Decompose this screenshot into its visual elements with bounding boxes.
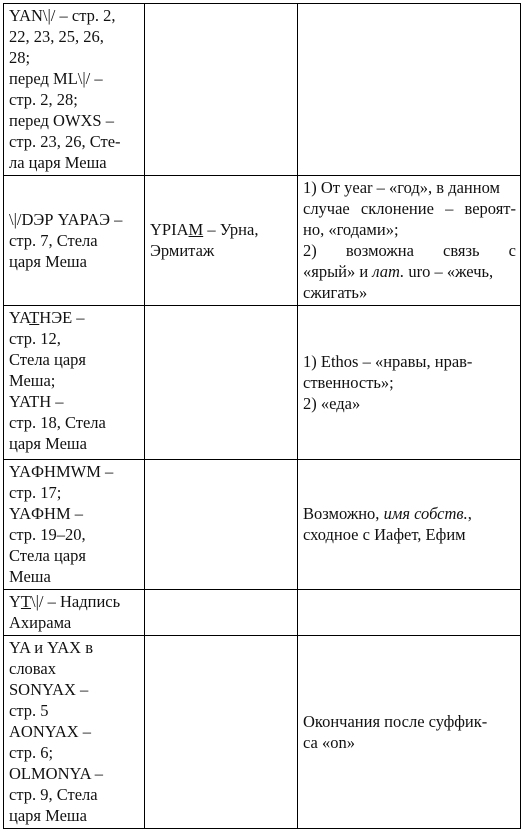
table-row (4, 176, 521, 306)
meaning-cell: Возможно, имя собств., сходное с Иафет, Ефим (298, 460, 521, 590)
table-row (4, 306, 521, 460)
source-cell: YPIAM – Урна, Эрмитаж (145, 176, 298, 306)
meaning-cell (298, 590, 521, 636)
meaning-cell (298, 4, 521, 176)
meaning-cell: 1) От year – «год», в данном случае склонение – вероят- но, «годами»; 2) возможна связь с «ярый» и лат. uro – «жечь, сжигать» (298, 176, 521, 306)
table-row (4, 636, 521, 829)
term-cell: YT\|/ – Надпись Ахирама (4, 590, 145, 636)
table-row (4, 590, 521, 636)
source-cell (145, 4, 298, 176)
term-cell: YAN\|/ – стр. 2, 22, 23, 25, 26, 28; перед ML\|/ – стр. 2, 28; перед OWXS – стр. 23, 26, Сте- ла царя Меша (4, 4, 145, 176)
term-cell: YA и YAX в словах SONYAX – стр. 5 AONYAX – стр. 6; OLMONYA – стр. 9, Стела царя Меша (4, 636, 145, 829)
table-row (4, 4, 521, 176)
source-cell (145, 590, 298, 636)
term-cell: YAФHMWM – стр. 17; YAФHM – стр. 19–20, Стела царя Меша (4, 460, 145, 590)
term-cell: YATHЭE – стр. 12, Стела царя Меша; YATH – стр. 18, Стела царя Меша (4, 306, 145, 460)
meaning-cell: 1) Ethos – «нравы, нрав- ственность»; 2) «еда» (298, 306, 521, 460)
source-cell (145, 460, 298, 590)
term-cell: \|/DЭР YAPAЭ – стр. 7, Стела царя Меша (4, 176, 145, 306)
source-cell (145, 306, 298, 460)
meaning-cell: Окончания после суффик- са «on» (298, 636, 521, 829)
source-cell (145, 636, 298, 829)
glossary-table (3, 3, 521, 829)
table-row (4, 460, 521, 590)
